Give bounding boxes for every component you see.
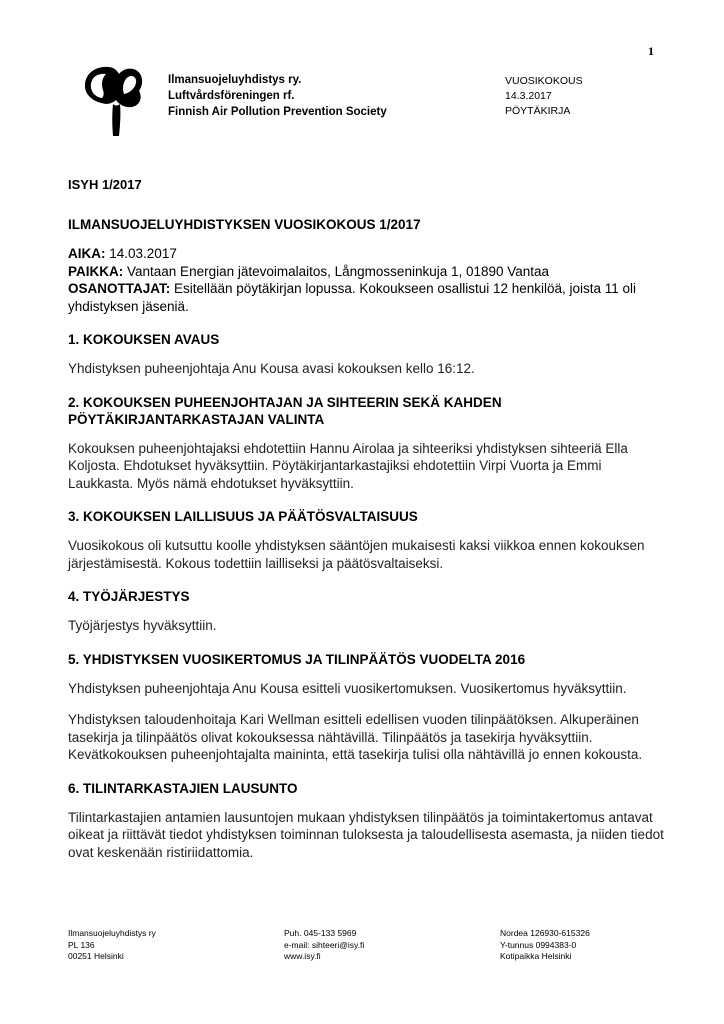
section-1 — [68, 331, 668, 378]
section-6 — [68, 780, 668, 862]
organization-name-fi: Ilmansuojeluyhdistys ry. — [168, 74, 302, 86]
section-paragraph: Yhdistyksen puheenjohtaja Anu Kousa esitteli vuosikertomuksen. Vuosikertomus hyväksyttiin. — [68, 680, 627, 696]
section-3 — [68, 508, 668, 572]
footer-line: Ilmansuojeluyhdistys ry — [68, 928, 156, 938]
place-label: PAIKKA: — [68, 263, 124, 279]
participants-value: Esitellään pöytäkirjan lopussa. Kokoukseen osallistui 12 henkilöä, joista 11 oli yhdistyksen jäseniä. — [68, 281, 637, 314]
section-5 — [68, 651, 668, 764]
section-paragraph: Kokouksen puheenjohtajaksi ehdotettiin Hannu Airolaa ja sihteeriksi yhdistyksen sihteeriä Ella Koljosta. Ehdotukset hyväksyttiin. Pöytäkirjantarkastajiksi ehdotettiin Virpi Vuorta ja Emmi Laukkasta. Myös nämä ehdotukset hyväksyttiin. — [68, 440, 628, 491]
document-id: ISYH 1/2017 — [68, 177, 142, 192]
footer-address — [68, 928, 156, 963]
section-heading: 1. KOKOUKSEN AVAUS — [68, 332, 220, 347]
section-heading: 3. KOKOUKSEN LAILLISUUS JA PÄÄTÖSVALTAISUUS — [68, 509, 418, 524]
footer-registration — [500, 928, 590, 963]
society-logo — [82, 64, 144, 136]
document-type: VUOSIKOKOUS — [505, 75, 583, 87]
footer-contact — [284, 928, 364, 963]
footer-line: Kotipaikka Helsinki — [500, 951, 572, 961]
meta-place — [68, 263, 668, 281]
footer-line: e-mail: sihteeri@isy.fi — [284, 939, 365, 950]
organization-name-sv: Luftvårdsföreningen rf. — [168, 90, 295, 102]
organization-names — [168, 72, 387, 120]
section-heading: 2. KOKOUKSEN PUHEENJOHTAJAN JA SIHTEERIN SEKÄ KAHDEN PÖYTÄKIRJANTARKASTAJAN VALINTA — [68, 394, 502, 427]
meeting-meta — [68, 245, 668, 315]
section-2 — [68, 394, 668, 493]
footer-line: www.isy.fi — [284, 951, 321, 961]
section-heading: 6. TILINTARKASTAJIEN LAUSUNTO — [68, 780, 298, 796]
place-value: Vantaan Energian jätevoimalaitos, Långmosseninkuja 1, 01890 Vantaa — [127, 263, 550, 279]
document-date: 14.3.2017 — [505, 90, 552, 102]
organization-name-en: Finnish Air Pollution Prevention Society — [168, 106, 387, 118]
footer-line: 00251 Helsinki — [68, 951, 124, 961]
section-4 — [68, 588, 668, 635]
section-paragraph: Vuosikokous oli kutsuttu koolle yhdistyksen sääntöjen mukaisesti kaksi viikkoa ennen kokouksen järjestämisestä. Kokous todettiin lailliseksi ja päätösvaltaiseksi. — [68, 538, 645, 571]
footer-line: Y-tunnus 0994383-0 — [500, 939, 577, 950]
section-paragraph: Yhdistyksen taloudenhoitaja Kari Wellman esitteli edellisen vuoden tilinpäätöksen. Alkuperäinen tasekirja ja tilinpäätös olivat kokouksessa nähtävillä. Tilinpäätös ja tasekirja hyväksyttiin. Kevätkokouksen puheenjohtajalta maininta, että tasekirja tulisi olla nähtävillä jo ennen kokousta. — [68, 712, 643, 762]
time-value: 14.03.2017 — [109, 246, 177, 261]
document-title: ILMANSUOJELUYHDISTYKSEN VUOSIKOKOUS 1/2017 — [68, 216, 421, 232]
minutes-content — [68, 176, 668, 875]
section-paragraph: Yhdistyksen puheenjohtaja Anu Kousa avasi kokouksen kello 16:12. — [68, 361, 475, 376]
footer-line: PL 136 — [68, 939, 95, 950]
meta-participants — [68, 280, 668, 315]
section-paragraph: Työjärjestys hyväksyttiin. — [68, 618, 217, 633]
document-kind: PÖYTÄKIRJA — [505, 105, 571, 117]
document-info — [505, 74, 583, 119]
meta-time — [68, 245, 668, 263]
footer-line: Puh. 045-133 5969 — [284, 928, 357, 938]
footer-line: Nordea 126930-615326 — [500, 928, 590, 938]
section-heading: 5. YHDISTYKSEN VUOSIKERTOMUS JA TILINPÄÄTÖS VUODELTA 2016 — [68, 651, 526, 667]
section-paragraph: Tilintarkastajien antamien lausuntojen mukaan yhdistyksen tilinpäätös ja toimintakertomus antavat oikeat ja riittävät tiedot yhdistyksen toiminnan tuloksesta ja taloudellisesta asemasta, ja niiden tiedot ovat keskenään ristiriidattomia. — [68, 809, 664, 860]
time-label: AIKA: — [68, 246, 106, 261]
participants-label: OSANOTTAJAT: — [68, 281, 171, 296]
page-number: 1 — [648, 44, 654, 58]
section-heading: 4. TYÖJÄRJESTYS — [68, 589, 190, 604]
